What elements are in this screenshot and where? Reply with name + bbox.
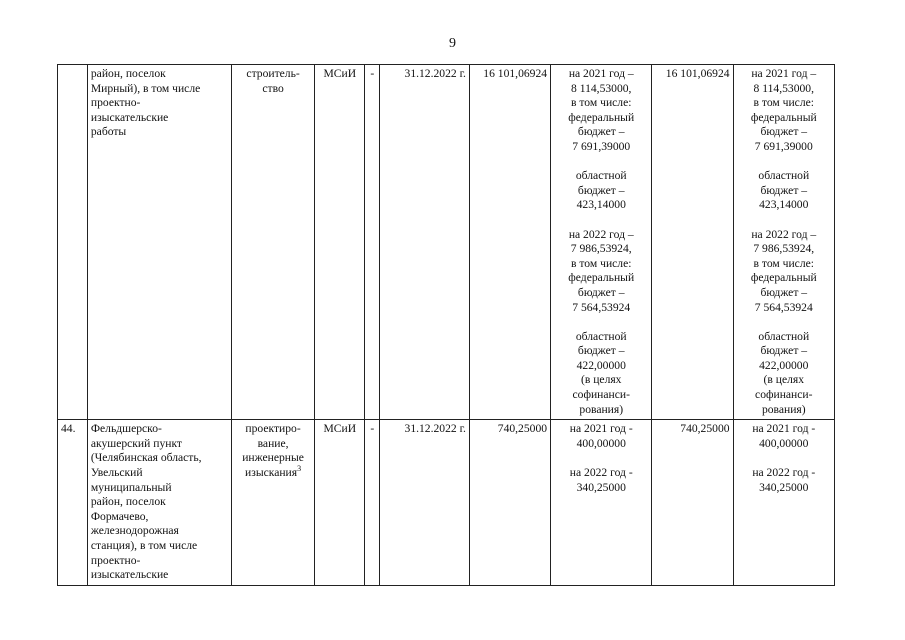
row-number [58, 65, 88, 420]
work-type [231, 65, 314, 420]
total-sum-2: 16 101,06924 [652, 65, 733, 420]
funding-breakdown-2: на 2021 год - 400,00000 на 2022 год - 340,25000 [733, 420, 834, 586]
responsible: МСиИ [315, 420, 365, 586]
table-row [58, 65, 835, 420]
object-name: Фельдшерско- акушерский пункт (Челябинская область, Увельский муниципальный район, поселок Формачево, железнодорожная станция), в том числе проектно- изыскательские [87, 420, 231, 586]
table-row [58, 420, 835, 586]
dash-cell: - [365, 65, 380, 420]
work-type [231, 420, 314, 586]
deadline-date: 31.12.2022 г. [380, 65, 470, 420]
work-type-footnote: 3 [297, 464, 302, 474]
dash-cell: - [365, 420, 380, 586]
funding-breakdown: на 2021 год – 8 114,53000, в том числе: федеральный бюджет – 7 691,39000 областной бюджет – 423,14000 на 2022 год – 7 986,53924, в том числе: федеральный бюджет – 7 564,53924 областной бюджет – 422,00000 (в целях софинанси- рования) [551, 65, 652, 420]
row-number: 44. [58, 420, 88, 586]
deadline-date: 31.12.2022 г. [380, 420, 470, 586]
total-sum: 16 101,06924 [469, 65, 550, 420]
funding-breakdown: на 2021 год - 400,00000 на 2022 год - 340,25000 [551, 420, 652, 586]
work-type-text: строитель- ство [246, 67, 300, 95]
funding-breakdown-2: на 2021 год – 8 114,53000, в том числе: федеральный бюджет – 7 691,39000 областной бюджет – 423,14000 на 2022 год – 7 986,53924, в том числе: федеральный бюджет – 7 564,53924 областной бюджет – 422,00000 (в целях софинанси- рования) [733, 65, 834, 420]
total-sum: 740,25000 [469, 420, 550, 586]
work-type-text: проектиро- вание, инженерные изыскания [242, 422, 304, 480]
construction-objects-table [57, 64, 835, 586]
page-number: 9 [449, 36, 456, 51]
responsible: МСиИ [315, 65, 365, 420]
total-sum-2: 740,25000 [652, 420, 733, 586]
object-name: район, поселок Мирный), в том числе проектно- изыскательские работы [87, 65, 231, 420]
